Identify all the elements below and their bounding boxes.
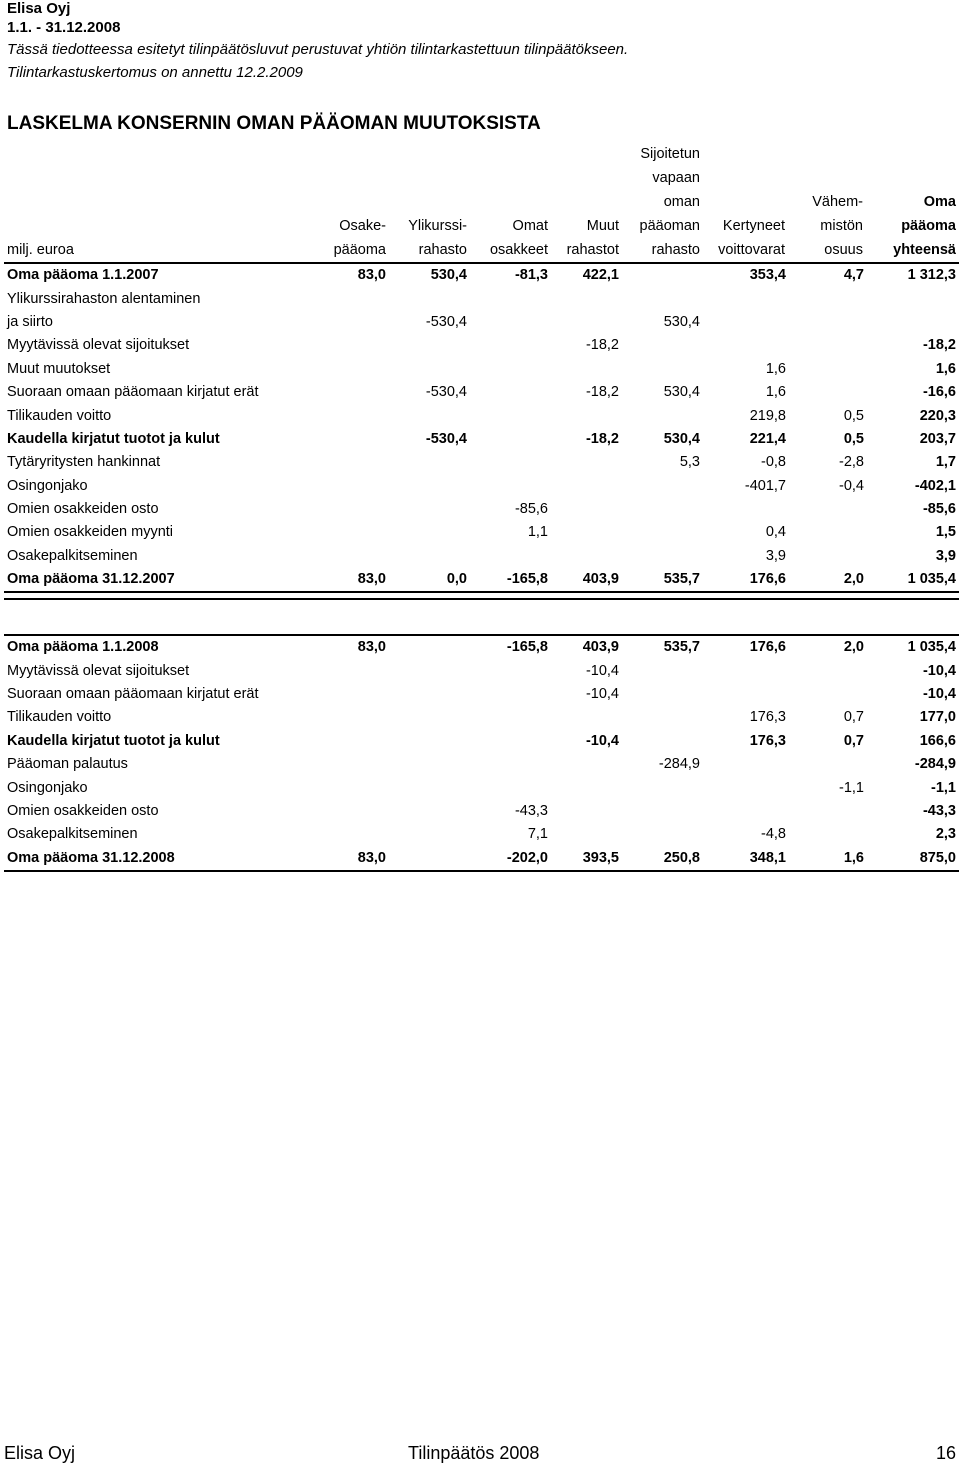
value-cell <box>551 404 622 427</box>
total-cell: -402,1 <box>914 477 956 494</box>
value-cell: 535,7 <box>622 635 703 659</box>
value-cell <box>789 659 867 682</box>
value-cell <box>622 683 703 706</box>
value-cell <box>551 776 622 799</box>
table-row <box>4 475 959 498</box>
value-cell <box>389 358 470 381</box>
total-cell: 1 035,4 <box>867 635 959 659</box>
row-label: Omien osakkeiden myynti <box>7 524 174 541</box>
value-cell <box>389 635 470 659</box>
table-row <box>4 334 959 357</box>
equity-table-2008 <box>4 634 959 872</box>
value-cell <box>551 498 622 521</box>
value-cell <box>470 381 551 404</box>
value-cell <box>703 311 789 334</box>
column-header-line: voittovarat <box>718 242 785 258</box>
value-cell: -10,4 <box>585 662 619 679</box>
value-cell <box>389 730 470 753</box>
column-header <box>703 214 785 262</box>
table-row <box>4 358 959 381</box>
table-row <box>4 263 959 287</box>
value-cell <box>389 706 470 729</box>
column-header <box>319 214 386 262</box>
value-cell <box>622 498 703 521</box>
value-cell: 403,9 <box>551 635 622 659</box>
table-row <box>4 659 959 682</box>
column-header-line: yhteensä <box>893 242 956 258</box>
value-cell: -1,1 <box>839 779 864 796</box>
value-cell <box>319 475 389 498</box>
row-label: ja siirto <box>7 313 53 330</box>
value-cell <box>389 521 470 544</box>
value-cell: 83,0 <box>319 847 389 871</box>
total-cell: -43,3 <box>922 802 956 819</box>
value-cell: 83,0 <box>319 568 389 592</box>
value-cell <box>389 498 470 521</box>
value-cell: -18,2 <box>585 384 619 401</box>
total-cell: 1 035,4 <box>867 568 959 592</box>
row-label: Osakepalkitseminen <box>7 826 138 843</box>
column-header-line: osuus <box>824 242 863 258</box>
value-cell <box>389 451 470 474</box>
value-cell <box>470 659 551 682</box>
value-cell <box>389 287 470 310</box>
value-cell: -18,2 <box>585 337 619 354</box>
value-cell: 176,6 <box>703 635 789 659</box>
value-cell <box>389 404 470 427</box>
value-cell <box>789 683 867 706</box>
audit-report-date: Tilintarkastuskertomus on annettu 12.2.2009 <box>7 64 303 81</box>
table-row <box>4 381 959 404</box>
value-cell <box>470 545 551 568</box>
value-cell <box>622 287 703 310</box>
value-cell <box>622 263 703 287</box>
total-cell: 3,9 <box>935 547 956 564</box>
value-cell: 530,4 <box>663 430 700 447</box>
value-cell: 2,0 <box>789 635 867 659</box>
value-cell <box>789 358 867 381</box>
row-label: Omien osakkeiden osto <box>7 802 159 819</box>
value-cell: -0,8 <box>761 454 786 471</box>
page-title: LASKELMA KONSERNIN OMAN PÄÄOMAN MUUTOKSISTA <box>7 113 541 134</box>
value-cell <box>789 381 867 404</box>
row-label: Oma pääoma 1.1.2008 <box>4 635 319 659</box>
value-cell <box>622 800 703 823</box>
value-cell <box>389 800 470 823</box>
row-label: Suoraan omaan pääomaan kirjatut erät <box>7 384 259 401</box>
value-cell <box>622 404 703 427</box>
value-cell <box>319 730 389 753</box>
row-label: Myytävissä olevat sijoitukset <box>7 662 190 679</box>
row-label: Osingonjako <box>7 477 88 494</box>
value-cell: 83,0 <box>319 263 389 287</box>
column-header-line: Oma <box>923 194 956 210</box>
value-cell <box>319 451 389 474</box>
column-header <box>389 214 467 262</box>
value-cell: -530,4 <box>425 313 467 330</box>
column-header <box>551 214 619 262</box>
table-row <box>4 287 959 310</box>
value-cell: -43,3 <box>514 802 548 819</box>
value-cell: -10,4 <box>585 732 619 749</box>
column-header-line: osakkeet <box>489 242 548 258</box>
value-cell <box>551 753 622 776</box>
value-cell <box>470 311 551 334</box>
value-cell <box>319 521 389 544</box>
value-cell <box>319 381 389 404</box>
value-cell <box>319 800 389 823</box>
row-label: Tilikauden voitto <box>7 709 112 726</box>
value-cell: -530,4 <box>425 384 467 401</box>
column-header-line: Sijoitetun <box>640 146 700 162</box>
row-label: Kaudella kirjatut tuotot ja kulut <box>7 430 220 447</box>
column-headers <box>4 140 959 262</box>
row-label: Myytävissä olevat sijoitukset <box>7 337 190 354</box>
value-cell <box>551 521 622 544</box>
value-cell <box>551 475 622 498</box>
table-row <box>4 800 959 823</box>
value-cell <box>789 753 867 776</box>
row-label: Oma pääoma 1.1.2007 <box>4 263 319 287</box>
column-header <box>470 214 548 262</box>
value-cell: 530,4 <box>663 313 700 330</box>
table-row <box>4 451 959 474</box>
total-cell: 2,3 <box>935 826 956 843</box>
value-cell: -165,8 <box>470 568 551 592</box>
value-cell <box>551 358 622 381</box>
column-header-line: pääoma <box>333 242 386 258</box>
value-cell <box>789 800 867 823</box>
value-cell <box>319 753 389 776</box>
row-label: Suoraan omaan pääomaan kirjatut erät <box>7 685 259 702</box>
value-cell <box>389 776 470 799</box>
value-cell <box>319 498 389 521</box>
value-cell <box>319 404 389 427</box>
value-cell: -4,8 <box>761 826 786 843</box>
row-label: Osakepalkitseminen <box>7 547 138 564</box>
value-cell: 403,9 <box>551 568 622 592</box>
value-cell <box>789 823 867 846</box>
total-cell: 1 312,3 <box>867 263 959 287</box>
value-cell <box>789 545 867 568</box>
value-cell: -530,4 <box>425 430 467 447</box>
value-cell: -10,4 <box>585 685 619 702</box>
table-row <box>4 683 959 706</box>
total-cell: 177,0 <box>919 709 956 726</box>
row-label: Omien osakkeiden osto <box>7 501 159 518</box>
row-label: Oma pääoma 31.12.2008 <box>4 847 319 871</box>
value-cell <box>703 659 789 682</box>
column-header <box>867 190 956 262</box>
value-cell <box>703 753 789 776</box>
value-cell: 176,3 <box>749 709 786 726</box>
value-cell <box>470 475 551 498</box>
value-cell <box>389 475 470 498</box>
value-cell <box>551 451 622 474</box>
value-cell: 393,5 <box>551 847 622 871</box>
total-cell: 875,0 <box>867 847 959 871</box>
value-cell <box>789 521 867 544</box>
column-header-line: rahasto <box>651 242 700 258</box>
footer-page-number: 16 <box>935 1443 956 1463</box>
column-header <box>789 190 863 262</box>
column-header-line: Muut <box>586 218 619 234</box>
value-cell <box>622 334 703 357</box>
row-label: Oma pääoma 31.12.2007 <box>4 568 319 592</box>
total-cell <box>867 287 959 310</box>
value-cell <box>789 334 867 357</box>
value-cell <box>622 730 703 753</box>
table-row <box>4 730 959 753</box>
row-label: Pääoman palautus <box>7 756 128 773</box>
total-cell: 203,7 <box>919 430 956 447</box>
value-cell: -202,0 <box>470 847 551 871</box>
footer-document: Tilinpäätös 2008 <box>408 1443 540 1463</box>
total-cell: -284,9 <box>914 756 956 773</box>
value-cell <box>470 730 551 753</box>
total-cell: -16,6 <box>922 384 956 401</box>
report-period: 1.1. - 31.12.2008 <box>7 19 121 36</box>
value-cell: 7,1 <box>527 826 548 843</box>
value-cell <box>470 428 551 451</box>
value-cell <box>551 545 622 568</box>
value-cell: 2,0 <box>789 568 867 592</box>
value-cell: 83,0 <box>319 635 389 659</box>
value-cell <box>622 659 703 682</box>
table-row <box>4 568 959 592</box>
value-cell <box>470 753 551 776</box>
total-cell: -18,2 <box>922 337 956 354</box>
column-header-line: mistön <box>820 218 863 234</box>
table-row <box>4 311 959 334</box>
value-cell <box>470 683 551 706</box>
value-cell <box>319 659 389 682</box>
row-label: Kaudella kirjatut tuotot ja kulut <box>7 732 220 749</box>
value-cell <box>470 776 551 799</box>
value-cell <box>319 823 389 846</box>
value-cell: 0,0 <box>389 568 470 592</box>
company-name: Elisa Oyj <box>7 0 71 17</box>
value-cell: 1,6 <box>765 360 786 377</box>
value-cell <box>703 498 789 521</box>
table-row <box>4 404 959 427</box>
total-cell: 166,6 <box>919 732 956 749</box>
equity-table-2007 <box>4 262 959 593</box>
value-cell <box>319 358 389 381</box>
value-cell <box>703 287 789 310</box>
value-cell: -401,7 <box>744 477 786 494</box>
value-cell: 0,4 <box>765 524 786 541</box>
column-header <box>622 142 700 262</box>
value-cell <box>319 706 389 729</box>
value-cell <box>319 287 389 310</box>
value-cell <box>389 823 470 846</box>
table-row <box>4 776 959 799</box>
column-header-line: vapaan <box>652 170 700 186</box>
value-cell <box>319 311 389 334</box>
value-cell <box>319 683 389 706</box>
total-cell: 1,5 <box>935 524 956 541</box>
total-cell: -10,4 <box>922 662 956 679</box>
column-header-line: Kertyneet <box>722 218 785 234</box>
value-cell: 353,4 <box>703 263 789 287</box>
value-cell: 176,6 <box>703 568 789 592</box>
value-cell <box>551 287 622 310</box>
value-cell <box>703 334 789 357</box>
total-cell: -10,4 <box>922 685 956 702</box>
value-cell: 250,8 <box>622 847 703 871</box>
table-row <box>4 635 959 659</box>
value-cell <box>622 823 703 846</box>
value-cell <box>551 800 622 823</box>
value-cell <box>389 847 470 871</box>
value-cell <box>703 800 789 823</box>
value-cell <box>470 404 551 427</box>
value-cell: 0,5 <box>843 430 864 447</box>
table-row <box>4 823 959 846</box>
value-cell: 0,5 <box>843 407 864 424</box>
value-cell <box>622 358 703 381</box>
value-cell: -165,8 <box>470 635 551 659</box>
value-cell: 422,1 <box>551 263 622 287</box>
column-header-line: rahasto <box>418 242 467 258</box>
value-cell: 0,7 <box>843 732 864 749</box>
value-cell <box>622 776 703 799</box>
value-cell <box>551 311 622 334</box>
table-row <box>4 753 959 776</box>
value-cell <box>789 311 867 334</box>
value-cell <box>470 358 551 381</box>
total-cell: -85,6 <box>922 501 956 518</box>
value-cell: 4,7 <box>789 263 867 287</box>
value-cell: -85,6 <box>514 501 548 518</box>
total-cell: -1,1 <box>931 779 956 796</box>
value-cell <box>389 334 470 357</box>
row-label: Tytäryritysten hankinnat <box>7 454 161 471</box>
value-cell: 221,4 <box>749 430 786 447</box>
value-cell <box>622 521 703 544</box>
column-header-line: pääoman <box>639 218 700 234</box>
total-cell: 220,3 <box>919 407 956 424</box>
column-header-line: Omat <box>512 218 548 234</box>
value-cell: 0,7 <box>843 709 864 726</box>
value-cell <box>789 498 867 521</box>
total-cell: 1,7 <box>935 454 956 471</box>
value-cell <box>703 683 789 706</box>
value-cell: 176,3 <box>749 732 786 749</box>
audit-note: Tässä tiedotteessa esitetyt tilinpäätösluvut perustuvat yhtiön tilintarkastettuun tilinpäätökseen. <box>7 41 629 58</box>
value-cell <box>622 545 703 568</box>
value-cell: 5,3 <box>679 454 700 471</box>
row-label: Muut muutokset <box>7 360 111 377</box>
value-cell <box>319 334 389 357</box>
value-cell: -81,3 <box>470 263 551 287</box>
column-header-line: rahastot <box>566 242 619 258</box>
value-cell: -2,8 <box>839 454 864 471</box>
value-cell <box>789 287 867 310</box>
column-header-line: Ylikurssi- <box>408 218 467 234</box>
section-divider <box>4 598 959 600</box>
value-cell: -18,2 <box>585 430 619 447</box>
total-cell <box>867 311 959 334</box>
value-cell: -0,4 <box>839 477 864 494</box>
row-label: Ylikurssirahaston alentaminen <box>7 290 201 307</box>
value-cell <box>622 475 703 498</box>
table-row <box>4 498 959 521</box>
column-header-line: pääoma <box>901 218 956 234</box>
table-row <box>4 847 959 871</box>
value-cell <box>389 753 470 776</box>
table-row <box>4 521 959 544</box>
value-cell <box>319 428 389 451</box>
row-label: Tilikauden voitto <box>7 407 112 424</box>
row-label: Osingonjako <box>7 779 88 796</box>
total-cell: 1,6 <box>935 360 956 377</box>
value-cell: 3,9 <box>765 547 786 564</box>
value-cell <box>703 776 789 799</box>
value-cell <box>470 287 551 310</box>
value-cell: 535,7 <box>622 568 703 592</box>
value-cell <box>389 683 470 706</box>
units-label: milj. euroa <box>7 242 74 258</box>
value-cell: 530,4 <box>389 263 470 287</box>
column-header-line: Vähem- <box>812 194 863 210</box>
column-header-line: oman <box>663 194 700 210</box>
value-cell: 219,8 <box>749 407 786 424</box>
value-cell <box>470 334 551 357</box>
value-cell <box>389 545 470 568</box>
value-cell <box>551 823 622 846</box>
value-cell <box>622 706 703 729</box>
value-cell: 530,4 <box>663 384 700 401</box>
value-cell <box>319 776 389 799</box>
value-cell: 1,1 <box>527 524 548 541</box>
table-row <box>4 545 959 568</box>
value-cell <box>470 451 551 474</box>
value-cell <box>319 545 389 568</box>
column-header-line: Osake- <box>339 218 386 234</box>
value-cell: 1,6 <box>765 384 786 401</box>
value-cell: 1,6 <box>789 847 867 871</box>
table-row <box>4 428 959 451</box>
value-cell <box>389 659 470 682</box>
table-row <box>4 706 959 729</box>
footer-company: Elisa Oyj <box>4 1443 76 1463</box>
value-cell: 348,1 <box>703 847 789 871</box>
value-cell <box>470 706 551 729</box>
value-cell <box>551 706 622 729</box>
value-cell: -284,9 <box>658 756 700 773</box>
